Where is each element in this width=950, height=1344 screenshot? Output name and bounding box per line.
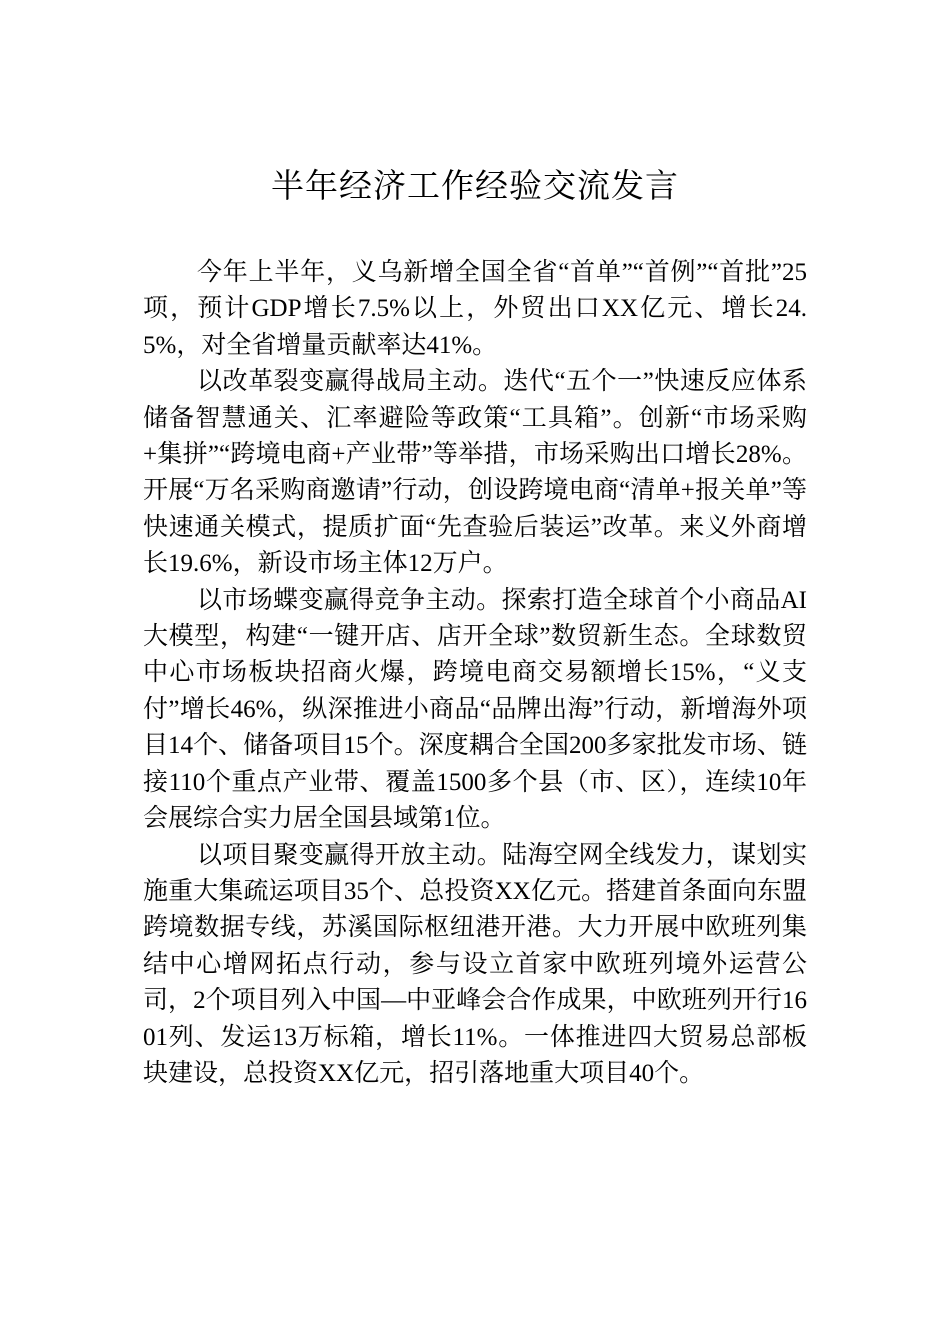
paragraph-reform: 以改革裂变赢得战局主动。迭代“五个一”快速反应体系储备智慧通关、汇率避险等政策“工具箱”。创新“市场采购+集拼”“跨境电商+产业带”等举措，市场采购出口增长28%。开展“万名采购商邀请”行动，创设跨境电商“清单+报关单”等快速通关模式，提质扩面“先查验后装运”改革。来义外商增长19.6%，新设市场主体12万户。: [143, 368, 807, 578]
document-body: [143, 255, 807, 1092]
paragraph-intro: 今年上半年，义乌新增全国全省“首单”“首例”“首批”25项，预计GDP增长7.5%以上，外贸出口XX亿元、增长24.5%，对全省增量贡献率达41%。: [143, 259, 807, 359]
document-title: 半年经济工作经验交流发言: [271, 166, 679, 205]
paragraph-market: 以市场蝶变赢得竞争主动。探索打造全球首个小商品AI大模型，构建“一键开店、店开全球”数贸新生态。全球数贸中心市场板块招商火爆，跨境电商交易额增长15%，“义支付”增长46%，纵深推进小商品“品牌出海”行动，新增海外项目14个、储备项目15个。深度耦合全国200多家批发市场、链接110个重点产业带、覆盖1500多个县（市、区），连续10年会展综合实力居全国县域第1位。: [143, 586, 807, 833]
paragraph-project: 以项目聚变赢得开放主动。陆海空网全线发力，谋划实施重大集疏运项目35个、总投资XX亿元。搭建首条面向东盟跨境数据专线，苏溪国际枢纽港开港。大力开展中欧班列集结中心增网拓点行动，参与设立首家中欧班列境外运营公司，2个项目列入中国—中亚峰会合作成果，中欧班列开行1601列、发运13万标箱，增长11%。一体推进四大贸易总部板块建设，总投资XX亿元，招引落地重大项目40个。: [143, 841, 807, 1087]
